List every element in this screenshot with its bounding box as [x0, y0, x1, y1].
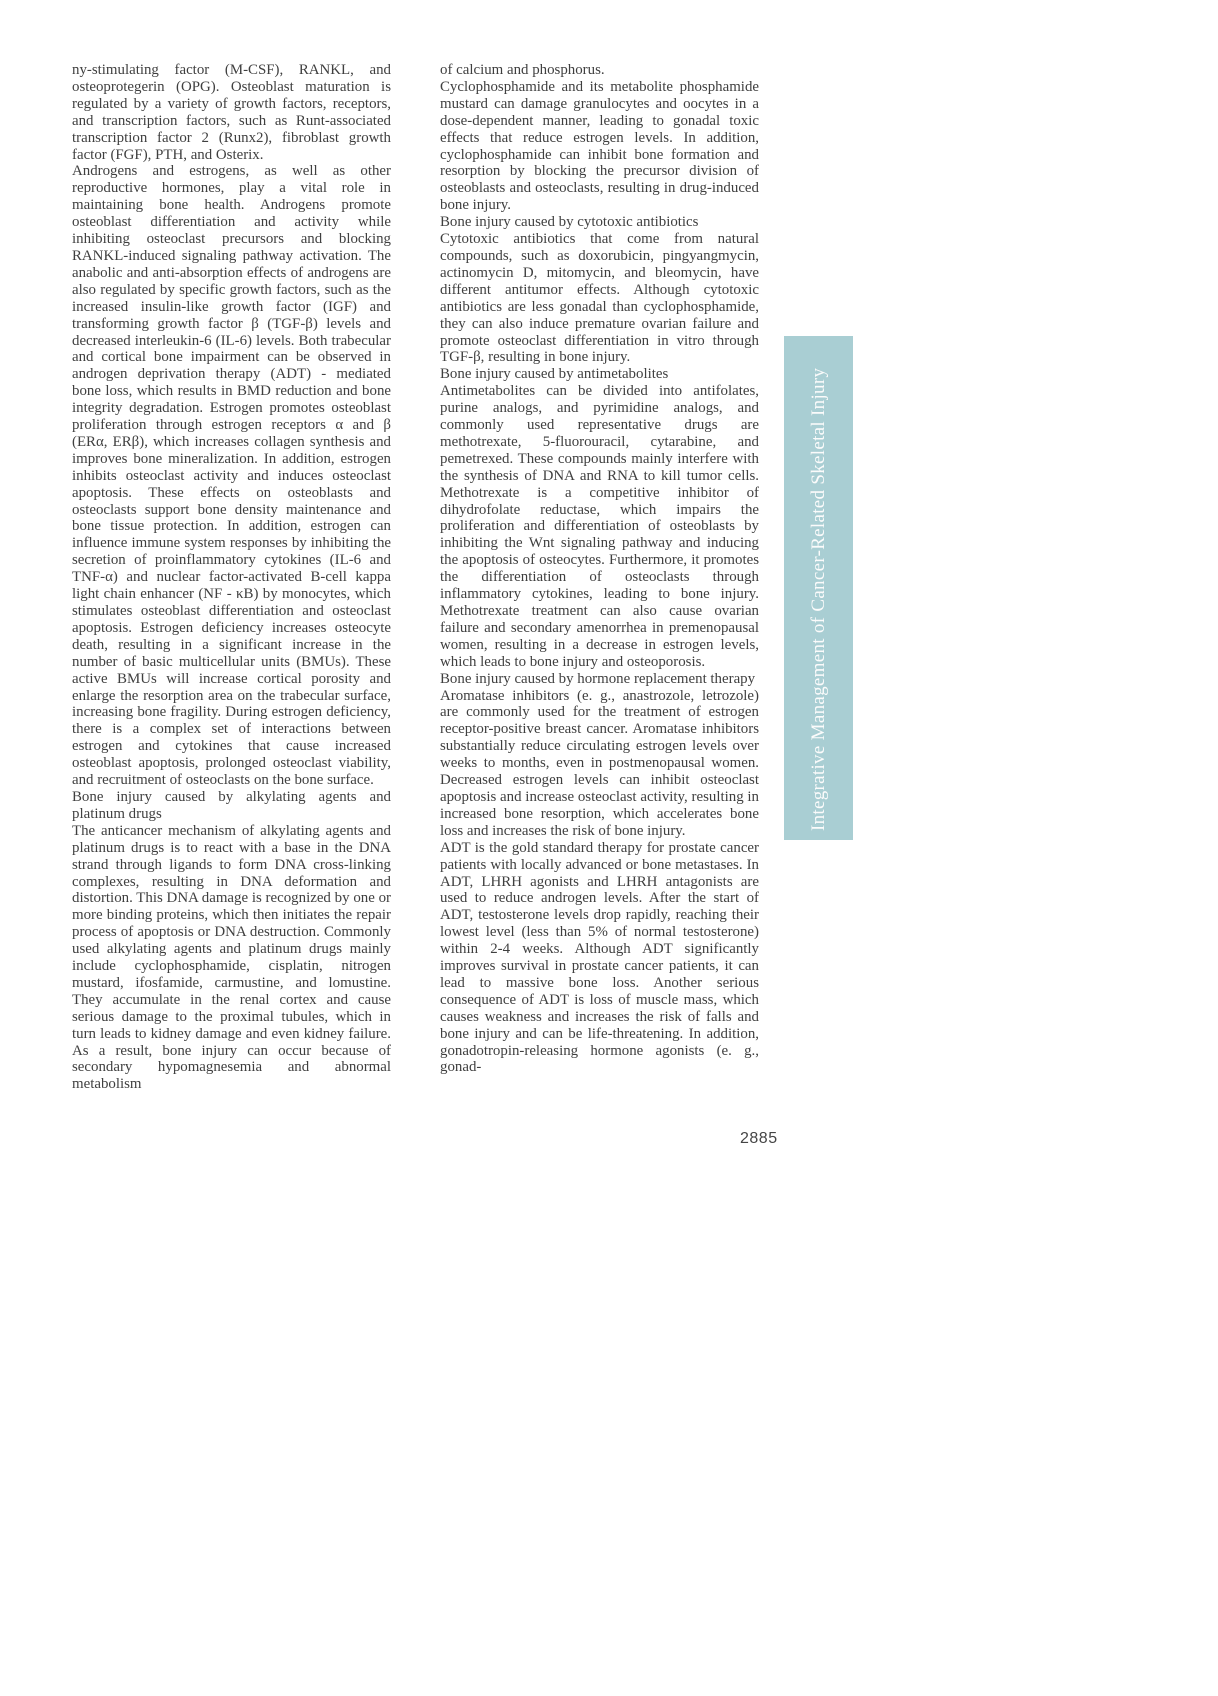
chapter-sidebar-label: Integrative Management of Cancer-Related Skeletal Injury	[808, 367, 829, 831]
right-column	[440, 62, 759, 1076]
left-column	[72, 62, 391, 1093]
paragraph-continuation: ny-stimulating factor (M-CSF), RANKL, and osteoprotegerin (OPG). Osteoblast maturation is regulated by a variety of growth factors, receptors, and transcription factors, such as Runt-associated transcription factor 2 (Runx2), fibroblast growth factor (FGF), PTH, and Osterix.	[72, 62, 391, 163]
paragraph: Aromatase inhibitors (e. g., anastrozole, letrozole) are commonly used for the treatment of estrogen receptor-positive breast cancer. Aromatase inhibitors substantially reduce circulating estrogen levels over weeks to months, even in postmenopausal women. Decreased estrogen levels can inhibit osteoclast apoptosis and increase osteoclast activity, resulting in increased bone resorption, which accelerates bone loss and increases the risk of bone injury.	[440, 687, 759, 839]
paragraph: The anticancer mechanism of alkylating agents and platinum drugs is to react with a base in the DNA strand through ligands to form DNA cross-linking complexes, resulting in DNA deformation and distortion. This DNA damage is recognized by one or more binding proteins, which then initiates the repair process of apoptosis or DNA destruction. Commonly used alkylating agents and platinum drugs mainly include cyclophosphamide, cisplatin, nitrogen mustard, ifosfamide, carmustine, and lomustine. They accumulate in the renal cortex and cause serious damage to the proximal tubules, which in turn leads to kidney damage and even kidney failure. As a result, bone injury can occur because of secondary hypomagnesemia and abnormal metabolism	[72, 822, 391, 1093]
section-heading-alkylating-agents: Bone injury caused by alkylating agents and platinum drugs	[72, 788, 391, 822]
paragraph: Androgens and estrogens, as well as other reproductive hormones, play a vital role in maintaining bone health. Androgens promote osteoblast differentiation and activity while inhibiting osteoclast precursors and blocking RANKL-induced signaling pathway activation. The anabolic and anti-absorption effects of androgens are also regulated by specific growth factors, such as the increased insulin-like growth factor (IGF) and transforming growth factor β (TGF-β) levels and decreased interleukin-6 (IL-6) levels. Both trabecular and cortical bone impairment can be observed in androgen deprivation therapy (ADT) - mediated bone loss, which results in BMD reduction and bone integrity degradation. Estrogen promotes osteoblast proliferation through estrogen receptors α and β (ERα, ERβ), which increases collagen synthesis and improves bone mineralization. In addition, estrogen inhibits osteoclast activity and induces osteoclast apoptosis. These effects on osteoblasts and osteoclasts support bone density maintenance and bone tissue protection. In addition, estrogen can influence immune system responses by inhibiting the secretion of proinflammatory cytokines (IL-6 and TNF-α) and nuclear factor-activated B-cell kappa light chain enhancer (NF - κB) by monocytes, which stimulates osteoblast differentiation and osteoclast apoptosis. Estrogen deficiency increases osteocyte death, resulting in a significant increase in the number of basic multicellular units (BMUs). These active BMUs will increase cortical porosity and enlarge the resorption area on the trabecular surface, increasing bone fragility. During estrogen deficiency, there is a complex set of interactions between estrogen and cytokines that cause increased osteoblast apoptosis, prolonged osteoclast viability, and recruitment of osteoclasts on the bone surface.	[72, 163, 391, 789]
section-heading-hormone-replacement: Bone injury caused by hormone replacement therapy	[440, 670, 756, 687]
chapter-sidebar-tab	[784, 336, 853, 840]
paragraph: Cyclophosphamide and its metabolite phosphamide mustard can damage granulocytes and oocytes in a dose-dependent manner, leading to gonadal toxic effects that reduce estrogen levels. In addition, cyclophosphamide can inhibit bone formation and resorption by blocking the precursor division of osteoblasts and osteoclasts, resulting in drug-induced bone injury.	[440, 78, 759, 214]
paragraph-continuation: of calcium and phosphorus.	[440, 62, 605, 78]
paragraph: ADT is the gold standard therapy for prostate cancer patients with locally advanced or bone metastases. In ADT, LHRH agonists and LHRH antagonists are used to reduce androgen levels. After the start of ADT, testosterone levels drop rapidly, reaching their lowest level (less than 5% of normal testosterone) within 2-4 weeks. Although ADT significantly improves survival in prostate cancer patients, it can lead to massive bone loss. Another serious consequence of ADT is loss of muscle mass, which causes weakness and increases the risk of falls and bone injury and can be life-threatening. In addition, gonadotropin-releasing hormone agonists (e. g., gonad-	[440, 839, 759, 1076]
paragraph: Cytotoxic antibiotics that come from natural compounds, such as doxorubicin, pingyangmycin, actinomycin D, mitomycin, and bleomycin, have different antitumor effects. Although cytotoxic antibiotics are less gonadal than cyclophosphamide, they can also induce premature ovarian failure and promote osteoclast differentiation in vitro through TGF-β, resulting in bone injury.	[440, 231, 759, 366]
section-heading-antimetabolites: Bone injury caused by antimetabolites	[440, 366, 669, 383]
page-number: 2885	[740, 1130, 778, 1147]
section-heading-cytotoxic-antibiotics: Bone injury caused by cytotoxic antibiotics	[440, 214, 699, 231]
paragraph: Antimetabolites can be divided into antifolates, purine analogs, and pyrimidine analogs, and commonly used representative drugs are methotrexate, 5-fluorouracil, cytarabine, and pemetrexed. These compounds mainly interfere with the synthesis of DNA and RNA to kill tumor cells. Methotrexate is a competitive inhibitor of dihydrofolate reductase, which impairs the proliferation and differentiation of osteoblasts by inhibiting the Wnt signaling pathway and inducing the apoptosis of osteocytes. Furthermore, it promotes the differentiation of osteoclasts through inflammatory cytokines, leading to bone injury. Methotrexate treatment can also cause ovarian failure and secondary amenorrhea in premenopausal women, resulting in a decrease in estrogen levels, which leads to bone injury and osteoporosis.	[440, 383, 759, 670]
